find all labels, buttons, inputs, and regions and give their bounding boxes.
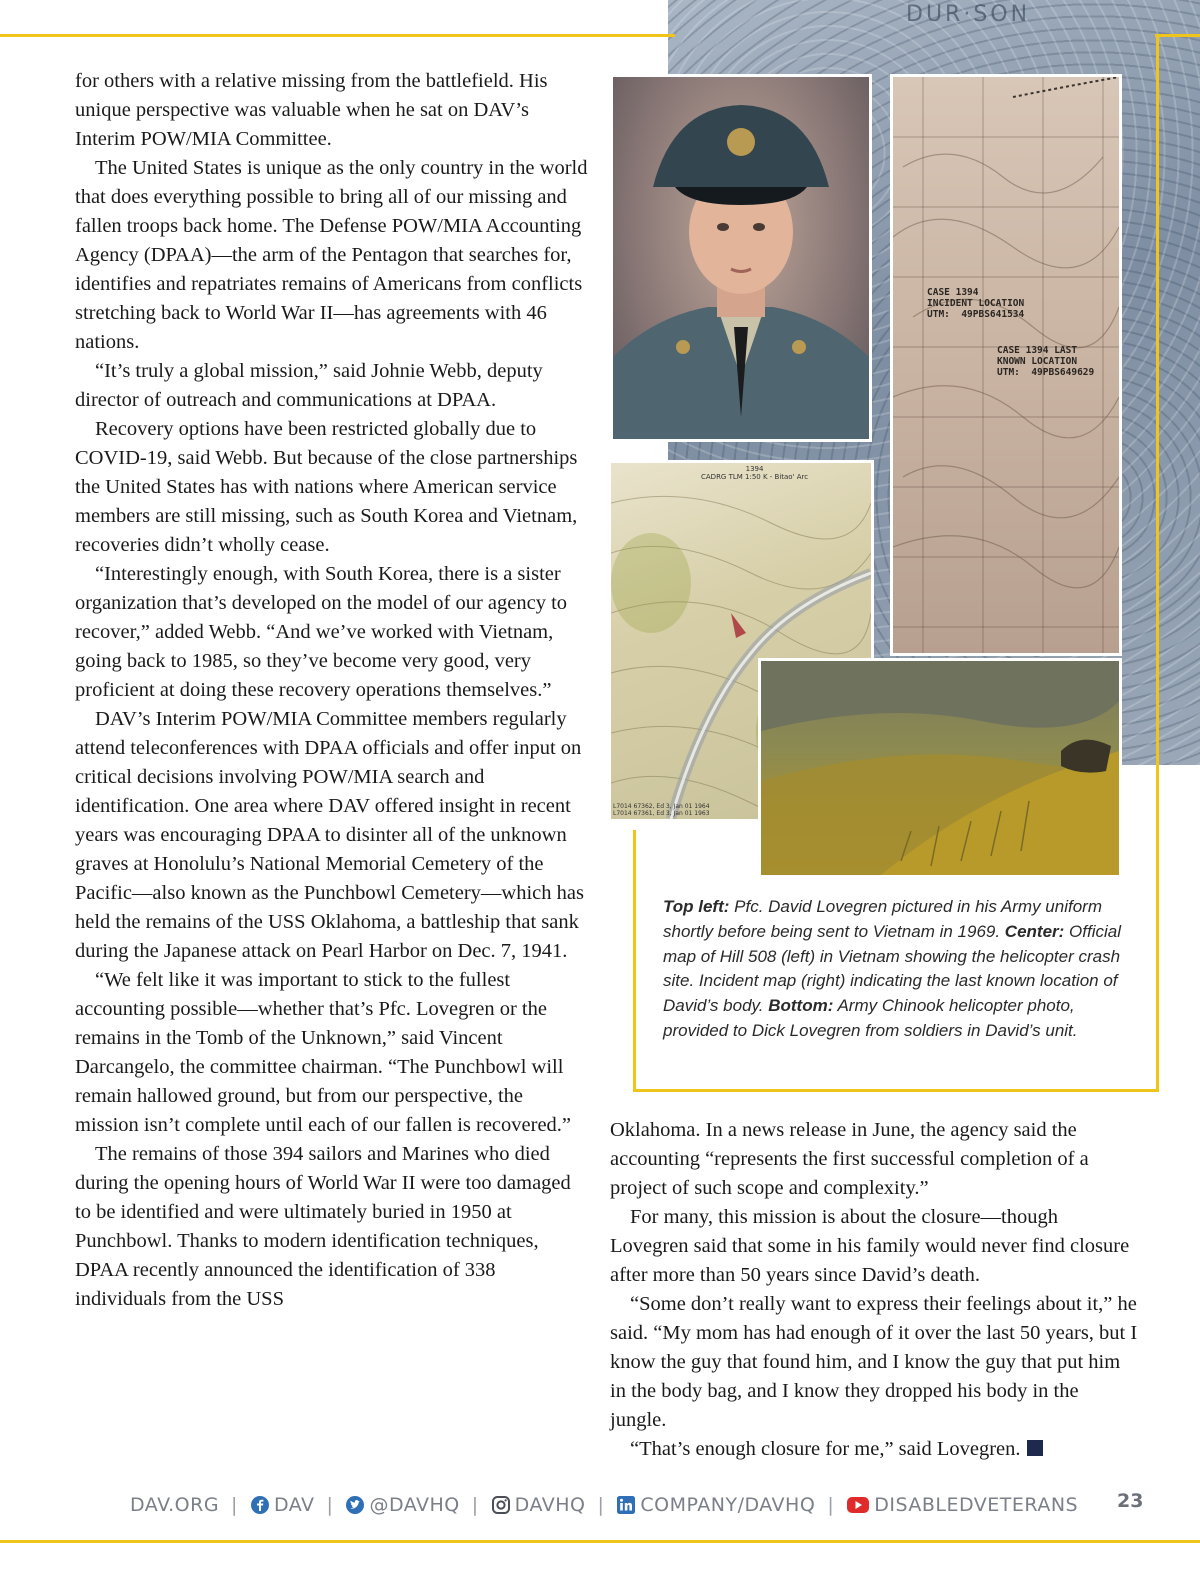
paragraph: DAV’s Interim POW/MIA Committee members regularly attend teleconferences with DPAA officials and offer input on critical decisions involving POW/MIA search and identification. One area where DAV offered insight in recent years was encouraging DPAA to disinter all of the unknown graves at Honolulu’s National Memorial Cemetery of the Pacific—also known as the Punchbowl Cemetery—which has held the remains of the USS Oklahoma, a battleship that sank during the Japanese attack on Pearl Harbor on Dec. 7, 1941. [75,708,584,962]
top-rule [0,34,675,37]
footer-linkedin-link[interactable] [616,1494,815,1516]
map-place-label: DUR·SON [906,2,1031,27]
chinook-field-photo [758,658,1122,878]
paragraph: “It’s truly a global mission,” said Johnie Webb, deputy director of outreach and communications at DPAA. [75,360,543,411]
caption-text-center: Official map of Hill 508 (left) in Vietnam showing the helicopter crash site. Incident map (right) indicating the last known location of David’s body. [663,921,1121,1016]
last-known-location-stamp: CASE 1394 LAST KNOWN LOCATION UTM: 49PBS649629 [997,345,1095,378]
paragraph: The remains of those 394 sailors and Marines who died during the opening hours of World War II were too damaged to be identified and were ultimately buried in 1950 at Punchbowl. Thanks to modern identification techniques, DPAA recently announced the identification of 338 individuals from the USS [75,1143,571,1310]
closing-sentence: “That’s enough closure for me,” said Lovegren. [630,1438,1021,1460]
page-footer [130,1488,1150,1522]
paragraph: Recovery options have been restricted globally due to COVID-19, said Webb. But because of the close partnerships the United States has with nations where American service members are still missing, such as South Korea and Vietnam, recoveries didn’t wholly cease. [75,418,578,556]
frame-right-rule [1156,34,1159,1092]
footer-facebook-link[interactable] [250,1494,315,1516]
paragraph: for others with a relative missing from the battlefield. His unique perspective was valuable when he sat on DAV’s Interim POW/MIA Committee. [75,70,548,150]
end-of-article-mark [1027,1440,1043,1456]
frame-top-rule [1155,34,1200,37]
footer-youtube-link[interactable] [846,1494,1078,1516]
caption-text-top-left: Pfc. David Lovegren pictured in his Army uniform shortly before being sent to Vietnam in 1969. [663,897,1102,941]
linkedin-icon [616,1495,636,1515]
photo-caption [663,895,1141,1044]
instagram-icon [491,1495,511,1515]
footer-linkedin-label: COMPANY/DAVHQ [640,1494,816,1516]
article-right-column [610,1116,1140,1464]
paragraph: Oklahoma. In a news release in June, the agency said the accounting “represents the first successful completion of a project of such scope and complexity.” [610,1119,1089,1199]
paragraph: “Some don’t really want to express their feelings about it,” he said. “My mom has had enough of it over the last 50 years, but I know the guy that found him, and I know the guy that put him in the body bag, and I know they dropped his body in the jungle. [610,1293,1138,1431]
incident-map-photo [890,74,1122,656]
footer-separator: | [326,1494,334,1516]
caption-label-center: Center: [1004,921,1065,941]
caption-text-bottom: Army Chinook helicopter photo, provided to Dick Lovegren from soldiers in David’s unit. [663,996,1078,1040]
footer-separator: | [231,1494,238,1516]
facebook-icon [250,1495,270,1515]
footer-instagram-link[interactable] [491,1494,586,1516]
footer-instagram-label: DAVHQ [514,1494,586,1516]
paragraph: “Interestingly enough, with South Korea, there is a sister organization that’s developed on the model of our agency to recover,” added Webb. “And we’ve worked with Vietnam, going back to 1985, so they’ve become very good, very proficient at doing these recovery operations themselves.” [75,563,568,701]
paragraph: For many, this mission is about the closure—though Lovegren said that some in his family would never find closure after more than 50 years since David’s death. [610,1206,1130,1286]
incident-location-stamp: CASE 1394 INCIDENT LOCATION UTM: 49PBS641534 [927,287,1025,320]
footer-separator: | [827,1494,835,1516]
paragraph: “We felt like it was important to stick to the fullest accounting possible—whether that’s Pfc. Lovegren or the remains in the Tomb of the Unknown,” said Vincent Darcangelo, the committee chairman. “The Punchbowl will remain hallowed ground, but from our perspective, the mission isn’t complete until each of our fallen is recovered.” [75,969,572,1136]
youtube-icon [846,1496,870,1514]
paragraph: The United States is unique as the only country in the world that does everything possible to bring all of our missing and fallen troops back home. The Defense POW/MIA Accounting Agency (DPAA)—the arm of the Pentagon that searches for, identifies and repatriates remains of Americans from conflicts stretching back to World War II—has agreements with 46 nations. [75,157,588,353]
twitter-icon [345,1495,365,1515]
footer-separator: | [597,1494,605,1516]
paragraph [610,1435,1140,1464]
map-footer-code: L7014 67362, Ed 3, Jan 01 1964 L7014 67361, Ed 3, Jan 01 1963 [613,803,710,817]
frame-left-rule [633,830,636,1092]
map-header-code: 1394 CADRG TLM 1:50 K - Bitao' Arc [701,465,809,481]
page-number: 23 [1117,1490,1144,1512]
footer-separator: | [471,1494,479,1516]
article-left-column [75,67,590,1314]
footer-youtube-label: DISABLEDVETERANS [874,1494,1079,1516]
portrait-photo [610,74,872,442]
bottom-rule [0,1540,1200,1543]
frame-bottom-rule [633,1089,1159,1092]
footer-facebook-label: DAV [273,1494,315,1516]
footer-twitter-link[interactable] [345,1494,459,1516]
footer-twitter-label: @DAVHQ [369,1494,460,1516]
caption-label-top-left: Top left: [663,897,730,916]
caption-label-bottom: Bottom: [768,996,834,1016]
footer-site-link[interactable]: DAV.ORG [130,1494,220,1516]
